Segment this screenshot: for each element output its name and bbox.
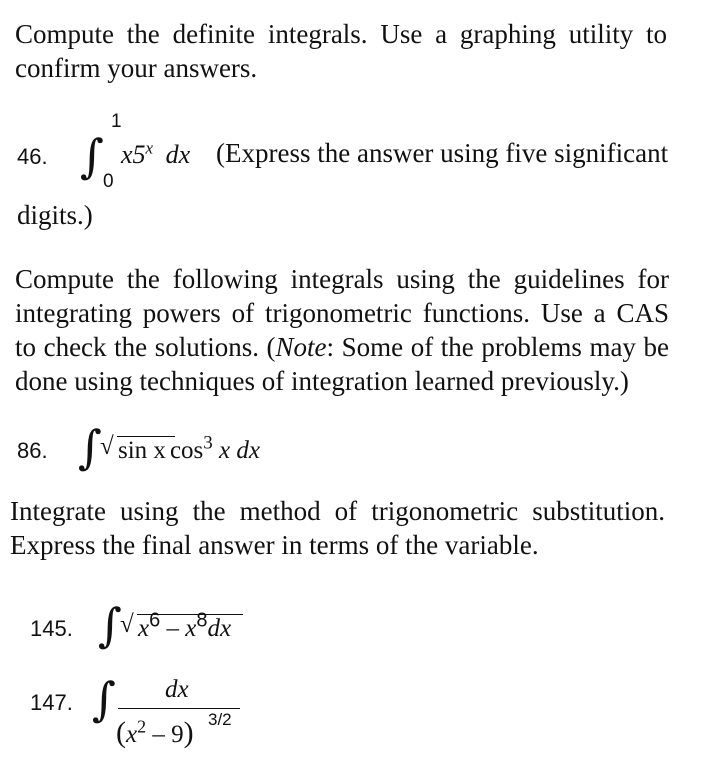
differential: dx	[165, 140, 191, 169]
integrand-exponent: x	[145, 138, 154, 158]
problem-note: (Express the answer using five significant	[216, 138, 669, 168]
differential: dx	[207, 615, 232, 642]
term-exponent: 8	[196, 609, 208, 632]
integral-sign: ∫	[98, 598, 122, 652]
instructions-line: integrating powers of trigonometric functions. Use a CAS	[15, 298, 669, 328]
denominator	[116, 718, 194, 750]
outer-exponent: 3/2	[208, 710, 232, 729]
radicand: sin x	[118, 437, 166, 464]
problem-46	[0, 100, 710, 240]
term-exponent: 6	[149, 609, 161, 632]
problem-number: 46.	[17, 144, 48, 169]
upper-limit: 1	[111, 111, 122, 132]
fraction-bar	[118, 708, 240, 709]
radical-sign: √	[100, 433, 114, 460]
instructions-trig-powers	[15, 262, 669, 398]
radical-sign: √	[120, 611, 134, 638]
denominator-exponent: 2	[137, 716, 147, 737]
denominator-rest: – 9	[152, 721, 184, 748]
cos-function: cos	[169, 437, 204, 464]
lower-limit: 0	[103, 171, 114, 192]
denominator-base: x	[126, 721, 138, 748]
integrand	[121, 140, 190, 170]
left-paren: (	[116, 716, 126, 749]
instructions-line	[15, 330, 669, 364]
integral-sign: ∫	[78, 420, 102, 474]
problem-number: 147.	[30, 690, 73, 715]
variable: x	[219, 437, 231, 464]
problem-note-continued: digits.)	[17, 200, 93, 230]
problem-147	[0, 668, 710, 768]
problem-number: 145.	[30, 616, 73, 641]
integrand	[138, 609, 232, 644]
problem-86	[0, 418, 710, 478]
problem-number: 86.	[17, 438, 48, 463]
right-paren: )	[183, 716, 194, 749]
instructions-line: done using techniques of integration learned previously.)	[15, 366, 629, 396]
instructions-text: : Some of the problems may be	[326, 332, 669, 362]
differential: dx	[236, 437, 260, 464]
numerator: dx	[165, 676, 189, 703]
instructions-trig-substitution: Integrate using the method of trigonometric substitution. Express the final answer in terms of the variable.	[10, 496, 665, 560]
term-base: x	[138, 615, 150, 642]
instructions-definite-integrals: Compute the definite integrals. Use a graphing utility to confirm your answers.	[15, 19, 667, 83]
integrand-base: x5	[121, 140, 146, 169]
cos-exponent: 3	[203, 432, 213, 454]
integral-sign: ∫	[80, 129, 104, 183]
integrand	[118, 432, 260, 466]
instructions-text: to check the solutions. (	[15, 332, 276, 362]
term-base: x	[185, 615, 197, 642]
note-label: Note	[275, 332, 327, 362]
integral-sign: ∫	[92, 672, 116, 726]
problem-145	[0, 592, 710, 662]
minus-sign: –	[166, 615, 179, 642]
instructions-line: Compute the following integrals using the guidelines for	[15, 264, 669, 294]
